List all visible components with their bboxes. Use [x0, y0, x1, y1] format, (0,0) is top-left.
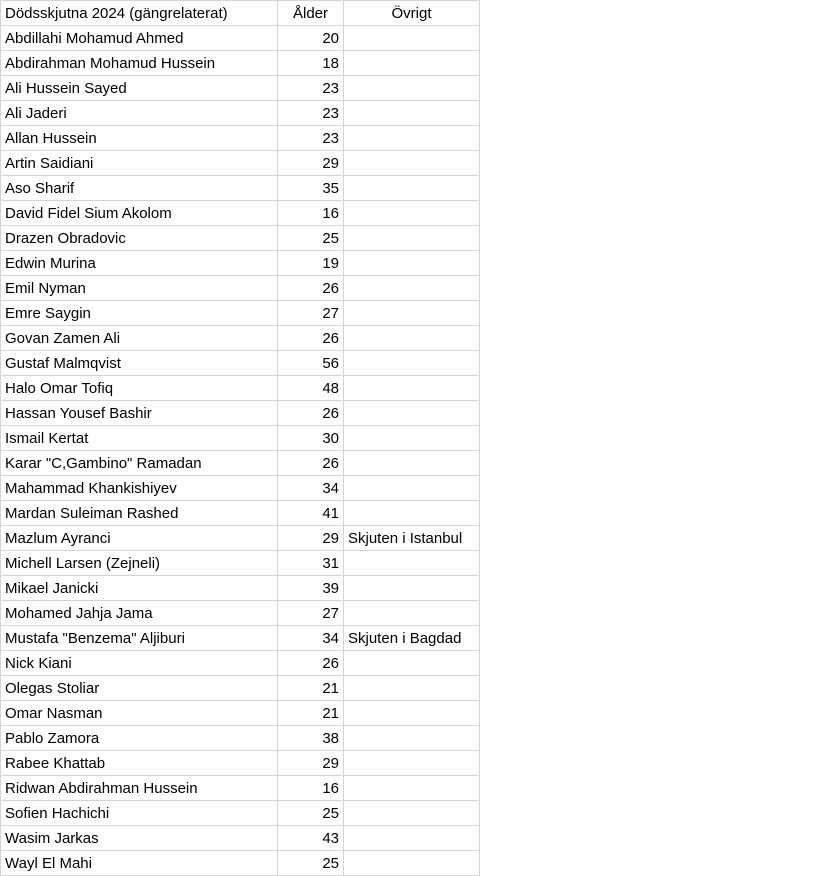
note-cell[interactable] [344, 251, 480, 276]
age-cell[interactable]: 34 [278, 476, 344, 501]
table-row [1, 726, 480, 751]
table-row [1, 126, 480, 151]
note-cell[interactable] [344, 351, 480, 376]
column-header-title[interactable]: Dödsskjutna 2024 (gängrelaterat) [1, 1, 278, 26]
age-cell[interactable]: 34 [278, 626, 344, 651]
table-row [1, 176, 480, 201]
age-cell[interactable]: 43 [278, 826, 344, 851]
age-cell[interactable]: 35 [278, 176, 344, 201]
age-cell[interactable]: 16 [278, 776, 344, 801]
table-row [1, 51, 480, 76]
age-cell[interactable]: 26 [278, 451, 344, 476]
table-row [1, 351, 480, 376]
table-row [1, 476, 480, 501]
table-row [1, 751, 480, 776]
name-cell[interactable]: Wayl El Mahi [1, 851, 278, 876]
age-cell[interactable]: 27 [278, 601, 344, 626]
age-cell[interactable]: 31 [278, 551, 344, 576]
name-cell[interactable]: Wasim Jarkas [1, 826, 278, 851]
name-cell[interactable]: Ridwan Abdirahman Hussein [1, 776, 278, 801]
name-cell[interactable]: Abdillahi Mohamud Ahmed [1, 26, 278, 51]
table-row [1, 251, 480, 276]
note-cell[interactable] [344, 126, 480, 151]
age-cell[interactable]: 21 [278, 676, 344, 701]
note-cell[interactable] [344, 851, 480, 876]
name-cell[interactable]: Allan Hussein [1, 126, 278, 151]
age-cell[interactable]: 38 [278, 726, 344, 751]
age-cell[interactable]: 25 [278, 226, 344, 251]
name-cell[interactable]: Ali Jaderi [1, 101, 278, 126]
age-cell[interactable]: 39 [278, 576, 344, 601]
age-cell[interactable]: 26 [278, 651, 344, 676]
note-cell[interactable]: Skjuten i Bagdad [344, 626, 480, 651]
note-cell[interactable] [344, 51, 480, 76]
age-cell[interactable]: 29 [278, 151, 344, 176]
name-cell[interactable]: Ali Hussein Sayed [1, 76, 278, 101]
name-cell[interactable]: David Fidel Sium Akolom [1, 201, 278, 226]
note-cell[interactable] [344, 226, 480, 251]
table-row [1, 551, 480, 576]
note-cell[interactable] [344, 726, 480, 751]
age-cell[interactable]: 30 [278, 426, 344, 451]
table-row [1, 501, 480, 526]
note-cell[interactable] [344, 326, 480, 351]
column-header-age[interactable]: Ålder [278, 1, 344, 26]
age-cell[interactable]: 23 [278, 76, 344, 101]
table-row [1, 826, 480, 851]
note-cell[interactable] [344, 201, 480, 226]
table-row [1, 151, 480, 176]
note-cell[interactable] [344, 501, 480, 526]
name-cell[interactable]: Emre Saygin [1, 301, 278, 326]
note-cell[interactable] [344, 26, 480, 51]
table-row [1, 101, 480, 126]
name-cell[interactable]: Edwin Murina [1, 251, 278, 276]
name-cell[interactable]: Olegas Stoliar [1, 676, 278, 701]
note-cell[interactable] [344, 551, 480, 576]
name-cell[interactable]: Nick Kiani [1, 651, 278, 676]
name-cell[interactable]: Rabee Khattab [1, 751, 278, 776]
age-cell[interactable]: 23 [278, 126, 344, 151]
table-row [1, 201, 480, 226]
note-cell[interactable] [344, 476, 480, 501]
note-cell[interactable] [344, 776, 480, 801]
note-cell[interactable] [344, 801, 480, 826]
age-cell[interactable]: 26 [278, 401, 344, 426]
table-row [1, 226, 480, 251]
age-cell[interactable]: 29 [278, 526, 344, 551]
table-row [1, 576, 480, 601]
age-cell[interactable]: 16 [278, 201, 344, 226]
note-cell[interactable] [344, 151, 480, 176]
name-cell[interactable]: Artin Saidiani [1, 151, 278, 176]
note-cell[interactable] [344, 576, 480, 601]
name-cell[interactable]: Ismail Kertat [1, 426, 278, 451]
age-cell[interactable]: 26 [278, 276, 344, 301]
note-cell[interactable] [344, 76, 480, 101]
note-cell[interactable] [344, 601, 480, 626]
name-cell[interactable]: Emil Nyman [1, 276, 278, 301]
table-row [1, 401, 480, 426]
note-cell[interactable] [344, 401, 480, 426]
name-cell[interactable]: Karar "C,Gambino" Ramadan [1, 451, 278, 476]
name-cell[interactable]: Hassan Yousef Bashir [1, 401, 278, 426]
note-cell[interactable] [344, 426, 480, 451]
age-cell[interactable]: 20 [278, 26, 344, 51]
table-row [1, 326, 480, 351]
table-row [1, 776, 480, 801]
age-cell[interactable]: 21 [278, 701, 344, 726]
name-cell[interactable]: Mahammad Khankishiyev [1, 476, 278, 501]
header-row [1, 1, 480, 26]
age-cell[interactable]: 18 [278, 51, 344, 76]
note-cell[interactable] [344, 101, 480, 126]
note-cell[interactable] [344, 276, 480, 301]
age-cell[interactable]: 25 [278, 801, 344, 826]
note-cell[interactable]: Skjuten i Istanbul [344, 526, 480, 551]
table-row [1, 701, 480, 726]
note-cell[interactable] [344, 451, 480, 476]
table-row [1, 626, 480, 651]
table-row [1, 276, 480, 301]
note-cell[interactable] [344, 376, 480, 401]
age-cell[interactable]: 56 [278, 351, 344, 376]
note-cell[interactable] [344, 176, 480, 201]
table-row [1, 76, 480, 101]
table-row [1, 651, 480, 676]
age-cell[interactable]: 19 [278, 251, 344, 276]
name-cell[interactable]: Gustaf Malmqvist [1, 351, 278, 376]
column-header-other[interactable]: Övrigt [344, 1, 480, 26]
name-cell[interactable]: Govan Zamen Ali [1, 326, 278, 351]
name-cell[interactable]: Drazen Obradovic [1, 226, 278, 251]
name-cell[interactable]: Aso Sharif [1, 176, 278, 201]
table-row [1, 301, 480, 326]
table-row [1, 426, 480, 451]
note-cell[interactable] [344, 301, 480, 326]
age-cell[interactable]: 41 [278, 501, 344, 526]
name-cell[interactable]: Sofien Hachichi [1, 801, 278, 826]
note-cell[interactable] [344, 826, 480, 851]
note-cell[interactable] [344, 676, 480, 701]
age-cell[interactable]: 48 [278, 376, 344, 401]
table-row [1, 451, 480, 476]
table-row [1, 801, 480, 826]
name-cell[interactable]: Michell Larsen (Zejneli) [1, 551, 278, 576]
name-cell[interactable]: Abdirahman Mohamud Hussein [1, 51, 278, 76]
name-cell[interactable]: Halo Omar Tofiq [1, 376, 278, 401]
age-cell[interactable]: 26 [278, 326, 344, 351]
name-cell[interactable]: Mazlum Ayranci [1, 526, 278, 551]
name-cell[interactable]: Mohamed Jahja Jama [1, 601, 278, 626]
name-cell[interactable]: Omar Nasman [1, 701, 278, 726]
table-row [1, 601, 480, 626]
table-row [1, 851, 480, 876]
table-row [1, 376, 480, 401]
table-row [1, 26, 480, 51]
name-cell[interactable]: Mustafa "Benzema" Aljiburi [1, 626, 278, 651]
note-cell[interactable] [344, 701, 480, 726]
table-row [1, 526, 480, 551]
note-cell[interactable] [344, 751, 480, 776]
table-row [1, 676, 480, 701]
name-cell[interactable]: Pablo Zamora [1, 726, 278, 751]
name-cell[interactable]: Mardan Suleiman Rashed [1, 501, 278, 526]
age-cell[interactable]: 29 [278, 751, 344, 776]
age-cell[interactable]: 25 [278, 851, 344, 876]
age-cell[interactable]: 27 [278, 301, 344, 326]
name-cell[interactable]: Mikael Janicki [1, 576, 278, 601]
age-cell[interactable]: 23 [278, 101, 344, 126]
note-cell[interactable] [344, 651, 480, 676]
